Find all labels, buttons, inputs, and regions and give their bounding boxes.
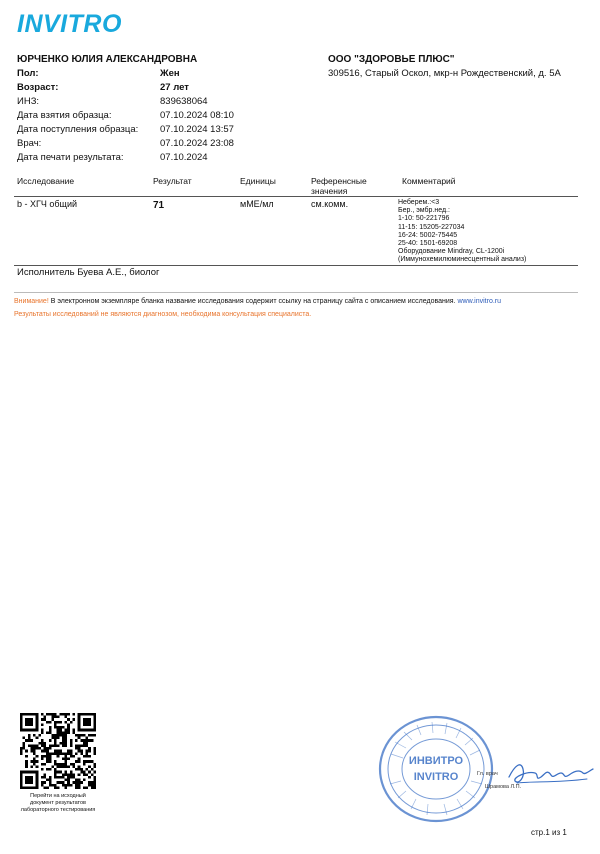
lab-stamp-icon bbox=[377, 714, 495, 824]
lab-name: ООО "ЗДОРОВЬЕ ПЛЮС" bbox=[328, 54, 455, 65]
info-value: 27 лет bbox=[160, 82, 189, 93]
info-value: 07.10.2024 23:08 bbox=[160, 138, 234, 149]
signature-icon bbox=[505, 755, 595, 791]
column-header-reference bbox=[311, 176, 367, 196]
reference-header-line1: Референсные bbox=[311, 176, 367, 186]
info-value: 07.10.2024 08:10 bbox=[160, 110, 234, 121]
test-units: мМЕ/мл bbox=[240, 199, 274, 209]
invitro-logo: INVITRO bbox=[17, 10, 122, 38]
comment-line: Бер., эмбр.нед.: bbox=[398, 207, 450, 215]
test-reference: см.комм. bbox=[311, 199, 349, 209]
info-label: Пол: bbox=[17, 68, 39, 79]
reference-header-line2: значения bbox=[311, 186, 348, 196]
comment-line: 25-40: 1501-69208 bbox=[398, 240, 458, 248]
notice bbox=[14, 298, 584, 305]
test-comment bbox=[398, 199, 578, 265]
qr-caption bbox=[12, 793, 104, 814]
info-value: 839638064 bbox=[160, 96, 208, 107]
stamp-text-bottom: INVITRO bbox=[413, 771, 459, 783]
info-label: Дата печати результата: bbox=[17, 152, 124, 163]
test-result: 71 bbox=[153, 200, 165, 211]
stamp-text-top: ИНВИТРО bbox=[408, 755, 464, 767]
qr-caption-line: Перейти на исходный bbox=[30, 793, 86, 799]
comment-line: 16-24: 5002-75445 bbox=[398, 231, 458, 239]
invitro-link[interactable]: www.invitro.ru bbox=[457, 298, 502, 305]
info-value: 07.10.2024 bbox=[160, 152, 208, 163]
info-row-received-date bbox=[17, 124, 317, 138]
lab-address: 309516, Старый Оскол, мкр-н Рождественский, д. 5А bbox=[328, 68, 561, 79]
info-row-doctor bbox=[17, 138, 317, 152]
info-label: Дата взятия образца: bbox=[17, 110, 112, 121]
notice-warning: Внимание! bbox=[14, 298, 49, 305]
table-bottom-divider bbox=[14, 265, 578, 266]
comment-line: 11-15: 15205-227034 bbox=[398, 223, 465, 231]
signature-role: Гл. врач bbox=[477, 771, 498, 777]
comment-line: 1-10: 50-221796 bbox=[398, 215, 450, 223]
notice-divider bbox=[14, 292, 578, 293]
column-header-result: Результат bbox=[153, 176, 192, 186]
qr-caption-line: документ результатов bbox=[30, 800, 86, 806]
comment-line: Неберем.:<3 bbox=[398, 199, 440, 206]
patient-name: ЮРЧЕНКО ЮЛИЯ АЛЕКСАНДРОВНА bbox=[17, 54, 198, 65]
info-row-sex bbox=[17, 68, 317, 82]
info-row-age bbox=[17, 82, 317, 96]
column-header-comment: Комментарий bbox=[402, 176, 456, 186]
comment-line: (Иммунохемилюминесцентный анализ) bbox=[398, 256, 527, 264]
notice-text: В электронном экземпляре бланка название исследования содержит ссылку на страницу сайта с описанием исследования. bbox=[48, 298, 458, 305]
column-header-test: Исследование bbox=[17, 176, 75, 186]
info-label: Возраст: bbox=[17, 82, 59, 93]
info-row-sample-date bbox=[17, 110, 317, 124]
test-name: b - ХГЧ общий bbox=[17, 199, 77, 209]
info-row-print-date bbox=[17, 152, 317, 166]
table-header-divider bbox=[14, 196, 578, 197]
qr-caption-line: лабораторного тестирования bbox=[20, 807, 96, 813]
info-label: ИНЗ: bbox=[17, 96, 40, 107]
column-header-units: Единицы bbox=[240, 176, 276, 186]
info-value: 07.10.2024 13:57 bbox=[160, 124, 234, 135]
info-value: Жен bbox=[160, 68, 180, 79]
comment-line: Оборудование Mindray, CL-1200i bbox=[398, 248, 505, 256]
info-label: Врач: bbox=[17, 138, 42, 149]
executor: Исполнитель Буева А.Е., биолог bbox=[17, 267, 160, 278]
disclaimer: Результаты исследований не являются диагнозом, необходима консультация специалиста. bbox=[14, 311, 312, 318]
qr-code[interactable] bbox=[20, 713, 96, 789]
signature-name: Шрамова Л.П. bbox=[485, 784, 522, 790]
info-label: Дата поступления образца: bbox=[17, 124, 139, 135]
info-row-inz bbox=[17, 96, 317, 110]
page-number: стр.1 из 1 bbox=[531, 828, 567, 837]
